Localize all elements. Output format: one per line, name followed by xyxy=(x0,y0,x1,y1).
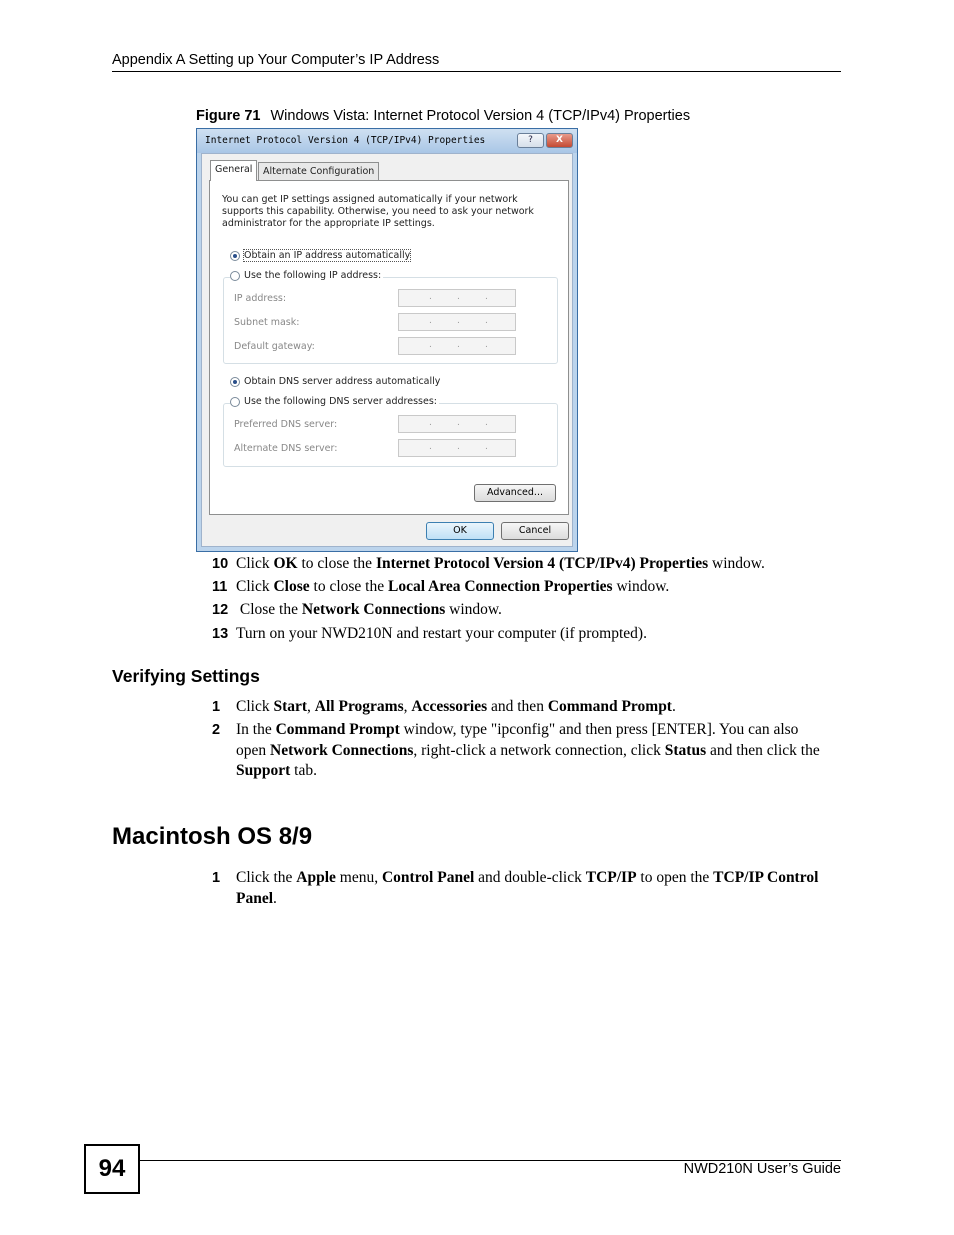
running-header: Appendix A Setting up Your Computer’s IP Address xyxy=(112,52,440,68)
obtain-dns-auto-label: Obtain DNS server address automatically xyxy=(244,376,441,387)
use-following-ip-label: Use the following IP address: xyxy=(244,270,382,281)
use-following-dns-option[interactable] xyxy=(230,396,439,407)
advanced-button[interactable]: Advanced... xyxy=(474,484,556,502)
subnet-mask-label: Subnet mask: xyxy=(234,317,300,328)
obtain-dns-auto-option[interactable] xyxy=(230,376,442,387)
ip-address-label: IP address: xyxy=(234,293,287,304)
step-text: Click the Apple menu, Control Panel and double-click TCP/IP to open the TCP/IP Control Panel. xyxy=(236,869,819,907)
help-button[interactable]: ? xyxy=(517,133,544,148)
use-following-ip-option[interactable] xyxy=(230,270,383,281)
alternate-dns-field[interactable]: . . . xyxy=(398,439,516,457)
step-number: 11 xyxy=(212,579,228,595)
preferred-dns-label: Preferred DNS server: xyxy=(234,419,338,430)
alternate-dns-label: Alternate DNS server: xyxy=(234,443,338,454)
step-text: Click OK to close the Internet Protocol Version 4 (TCP/IPv4) Properties window. xyxy=(236,555,765,572)
step-text: In the Command Prompt window, type "ipconfig" and then press [ENTER]. You can also open Network Connections, right-click a network connection, click Status and then click the Support tab. xyxy=(236,721,820,779)
step-number: 2 xyxy=(212,722,221,738)
step-number: 12 xyxy=(212,602,229,618)
radio-unselected-icon[interactable] xyxy=(230,271,240,281)
obtain-ip-auto-option[interactable] xyxy=(230,250,412,261)
step-number: 10 xyxy=(212,556,229,572)
dialog-body xyxy=(201,153,573,547)
settings-description: You can get IP settings assigned automatically if your network supports this capability. Otherwise, you need to ask your network administrator for the appropriate IP settings. xyxy=(222,194,534,229)
obtain-ip-auto-label: Obtain an IP address automatically xyxy=(244,250,411,261)
footer-guide-title: NWD210N User’s Guide xyxy=(683,1161,841,1177)
step-number: 1 xyxy=(212,699,221,715)
step-number: 13 xyxy=(212,626,229,642)
figure-label: Figure 71 xyxy=(196,108,261,124)
dialog-titlebar xyxy=(197,129,577,153)
tab-alternate-configuration[interactable]: Alternate Configuration xyxy=(258,162,379,180)
step-number: 1 xyxy=(212,870,221,886)
use-following-dns-label: Use the following DNS server addresses: xyxy=(244,396,437,407)
general-tab-panel xyxy=(209,180,569,515)
section-heading-verifying: Verifying Settings xyxy=(112,666,260,686)
page-number: 94 xyxy=(84,1144,140,1194)
subnet-mask-field[interactable]: . . . xyxy=(398,313,516,331)
preferred-dns-field[interactable]: . . . xyxy=(398,415,516,433)
radio-selected-icon[interactable] xyxy=(230,377,240,387)
step-text: Click Start, All Programs, Accessories and then Command Prompt. xyxy=(236,698,676,715)
ip-address-field[interactable]: . . . xyxy=(398,289,516,307)
figure-caption xyxy=(196,108,690,124)
step-text: Close the Network Connections window. xyxy=(236,601,502,618)
radio-unselected-icon[interactable] xyxy=(230,397,240,407)
cancel-button[interactable]: Cancel xyxy=(501,522,569,540)
dialog-title: Internet Protocol Version 4 (TCP/IPv4) Properties xyxy=(205,135,486,146)
header-rule xyxy=(112,71,841,72)
close-button[interactable]: X xyxy=(546,133,573,148)
default-gateway-field[interactable]: . . . xyxy=(398,337,516,355)
radio-selected-icon[interactable] xyxy=(230,251,240,261)
tab-general[interactable]: General xyxy=(210,160,257,181)
default-gateway-label: Default gateway: xyxy=(234,341,315,352)
figure-title: Windows Vista: Internet Protocol Version 4 (TCP/IPv4) Properties xyxy=(270,108,691,124)
ok-button[interactable]: OK xyxy=(426,522,494,540)
dns-address-group xyxy=(223,403,558,467)
step-text: Click Close to close the Local Area Connection Properties window. xyxy=(236,578,670,595)
section-heading-macintosh: Macintosh OS 8/9 xyxy=(112,823,313,850)
step-text: Turn on your NWD210N and restart your computer (if prompted). xyxy=(236,625,647,642)
tcpip-properties-dialog xyxy=(196,128,578,552)
